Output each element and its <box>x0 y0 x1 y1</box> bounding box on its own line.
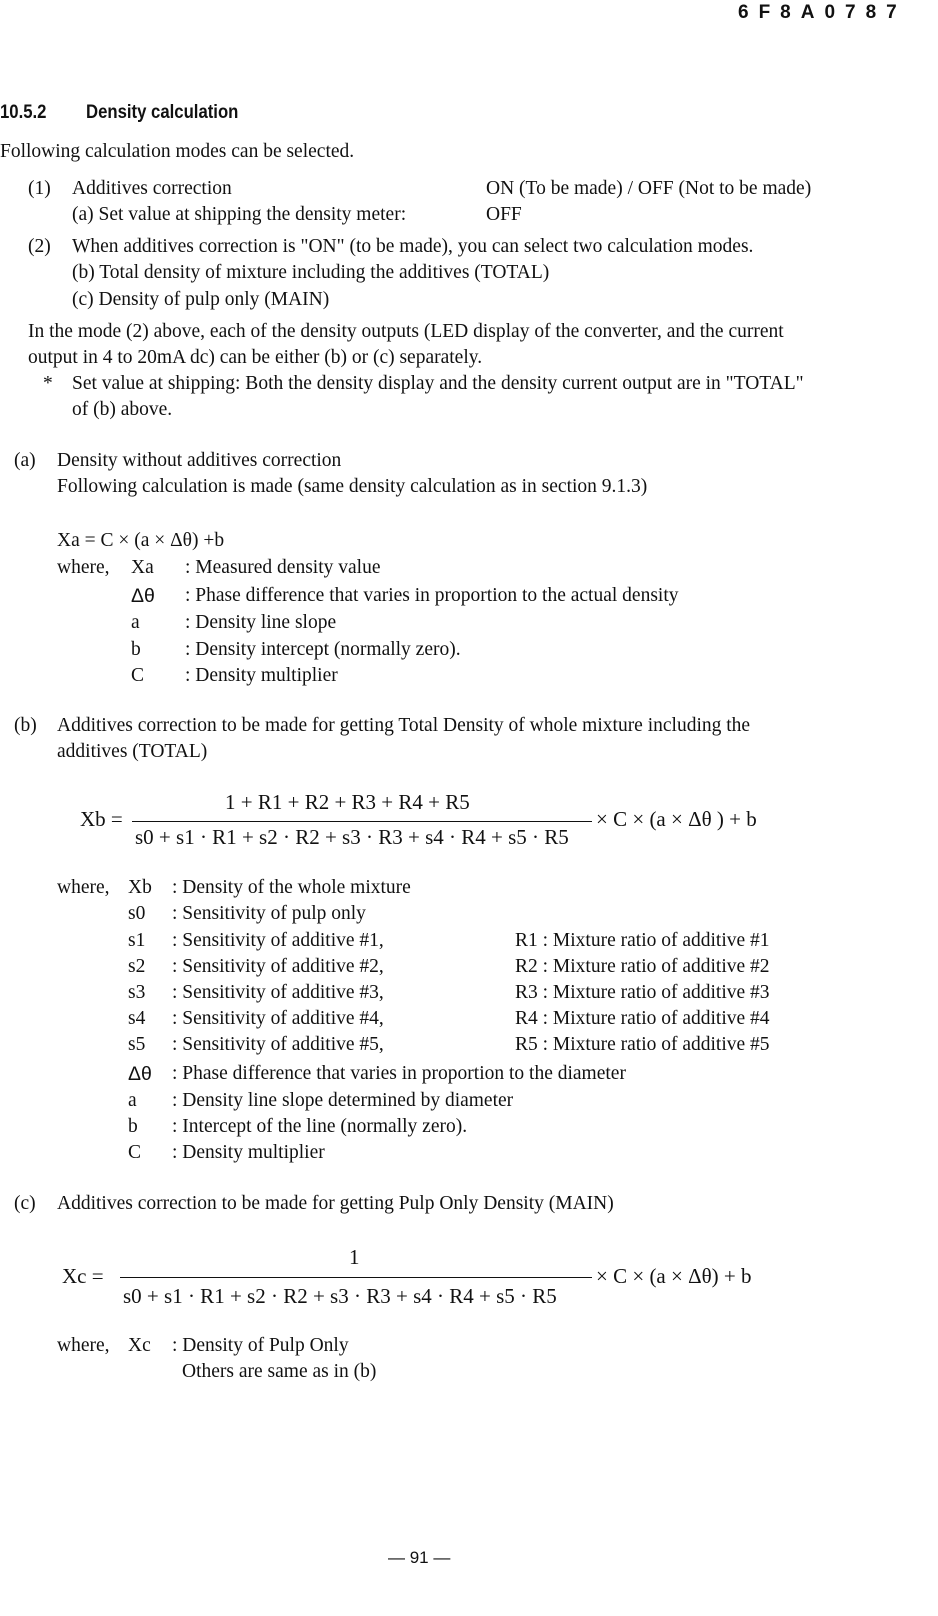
part-b-def-text: : Sensitivity of additive #4, <box>172 1008 384 1029</box>
part-a-def-text: : Phase difference that varies in proportion to the actual density <box>185 585 679 606</box>
shipping-note-line-1: Set value at shipping: Both the density display and the density current output are in "TOTAL" <box>72 373 804 394</box>
part-a-def-text: : Measured density value <box>185 557 381 578</box>
part-b-def-symbol: s5 <box>128 1034 146 1055</box>
part-b-def-symbol: s0 <box>128 903 146 924</box>
part-a-label: (a) <box>14 450 36 471</box>
part-b-denominator: s0 + s1 · R1 + s2 · R2 + s3 · R3 + s4 · R4 + s5 · R5 <box>135 825 569 849</box>
part-a-def-text: : Density multiplier <box>185 665 338 686</box>
part-c-title: Additives correction to be made for getting Pulp Only Density (MAIN) <box>57 1193 614 1214</box>
part-c-formula-lhs: Xc = <box>62 1264 104 1288</box>
part-b-def-symbol: C <box>128 1142 142 1163</box>
part-a-where: where, <box>57 557 110 578</box>
part-b-def-text: : Sensitivity of additive #3, <box>172 982 384 1003</box>
part-b-def-symbol: Xb <box>128 877 152 898</box>
part-a-def-text: : Density intercept (normally zero). <box>185 639 461 660</box>
item-1-value: ON (To be made) / OFF (Not to be made) <box>486 178 812 199</box>
part-b-def-symbol: s1 <box>128 930 146 951</box>
item-2-text: When additives correction is "ON" (to be made), you can select two calculation modes. <box>72 236 754 257</box>
asterisk-mark: * <box>43 373 53 394</box>
item-1-label: Additives correction <box>72 178 232 199</box>
part-a-description: Following calculation is made (same density calculation as in section 9.1.3) <box>57 476 648 497</box>
item-2-number: (2) <box>28 236 51 257</box>
part-b-def-symbol: s4 <box>128 1008 146 1029</box>
section-number: 10.5.2 <box>0 102 47 123</box>
part-b-def-text: : Density line slope determined by diameter <box>172 1090 514 1111</box>
part-c-def-text: : Density of Pulp Only <box>172 1335 349 1356</box>
shipping-note-line-2: of (b) above. <box>72 399 173 420</box>
part-b-where: where, <box>57 877 110 898</box>
part-b-def-symbol: b <box>128 1116 138 1137</box>
part-a-def-text: : Density line slope <box>185 612 337 633</box>
intro-text: Following calculation modes can be selected. <box>0 141 355 162</box>
part-b-def-text: : Sensitivity of pulp only <box>172 903 366 924</box>
part-c-where: where, <box>57 1335 110 1356</box>
document-id: 6F8A0787 <box>738 2 907 23</box>
part-b-def-text: : Sensitivity of additive #1, <box>172 930 384 951</box>
part-b-ratio-def: R4 : Mixture ratio of additive #4 <box>515 1008 770 1029</box>
item-1-sub-label: (a) Set value at shipping the density meter: <box>72 204 407 225</box>
item-1-sub-value: OFF <box>486 204 522 225</box>
part-c-denominator: s0 + s1 · R1 + s2 · R2 + s3 · R3 + s4 · R4 + s5 · R5 <box>123 1284 557 1308</box>
part-a-def-symbol: Δθ <box>131 585 155 607</box>
part-c-label: (c) <box>14 1193 36 1214</box>
part-a-def-symbol: C <box>131 665 145 686</box>
part-c-others-note: Others are same as in (b) <box>182 1361 377 1382</box>
part-b-def-text: : Sensitivity of additive #2, <box>172 956 384 977</box>
part-b-def-text: : Phase difference that varies in proportion to the diameter <box>172 1063 626 1084</box>
section-title: Density calculation <box>86 102 239 123</box>
note-line-2: output in 4 to 20mA dc) can be either (b) or (c) separately. <box>28 347 483 368</box>
part-b-formula-lhs: Xb = <box>80 807 123 831</box>
part-b-ratio-def: R3 : Mixture ratio of additive #3 <box>515 982 770 1003</box>
item-1-number: (1) <box>28 178 51 199</box>
part-b-def-text: : Intercept of the line (normally zero). <box>172 1116 468 1137</box>
part-b-ratio-def: R1 : Mixture ratio of additive #1 <box>515 930 770 951</box>
part-b-def-text: : Density of the whole mixture <box>172 877 411 898</box>
part-b-ratio-def: R2 : Mixture ratio of additive #2 <box>515 956 770 977</box>
part-b-def-symbol: s3 <box>128 982 146 1003</box>
part-c-numerator: 1 <box>349 1245 360 1269</box>
part-a-def-symbol: a <box>131 612 140 633</box>
part-a-formula: Xa = C × (a × Δθ) +b <box>57 530 225 551</box>
part-a-def-symbol: Xa <box>131 557 154 578</box>
part-b-fraction-bar <box>132 821 592 822</box>
part-b-def-symbol: Δθ <box>128 1063 152 1085</box>
part-b-label: (b) <box>14 715 37 736</box>
page-number: — 91 — <box>388 1548 451 1567</box>
part-b-def-text: : Sensitivity of additive #5, <box>172 1034 384 1055</box>
part-c-formula-rhs: × C × (a × Δθ) + b <box>596 1264 752 1288</box>
note-line-1: In the mode (2) above, each of the density outputs (LED display of the converter, and the current <box>28 321 784 342</box>
item-2-option-b: (b) Total density of mixture including the additives (TOTAL) <box>72 262 550 283</box>
part-a-title: Density without additives correction <box>57 450 342 471</box>
part-b-numerator: 1 + R1 + R2 + R3 + R4 + R5 <box>225 790 470 814</box>
part-b-def-symbol: a <box>128 1090 137 1111</box>
part-c-fraction-bar <box>120 1277 592 1278</box>
item-2-option-c: (c) Density of pulp only (MAIN) <box>72 289 330 310</box>
part-b-title-line-2: additives (TOTAL) <box>57 741 208 762</box>
part-b-title-line-1: Additives correction to be made for getting Total Density of whole mixture including the <box>57 715 751 736</box>
part-a-def-symbol: b <box>131 639 141 660</box>
part-c-def-symbol: Xc <box>128 1335 151 1356</box>
part-b-formula-rhs: × C × (a × Δθ ) + b <box>596 807 757 831</box>
part-b-ratio-def: R5 : Mixture ratio of additive #5 <box>515 1034 770 1055</box>
part-b-def-symbol: s2 <box>128 956 146 977</box>
part-b-def-text: : Density multiplier <box>172 1142 325 1163</box>
